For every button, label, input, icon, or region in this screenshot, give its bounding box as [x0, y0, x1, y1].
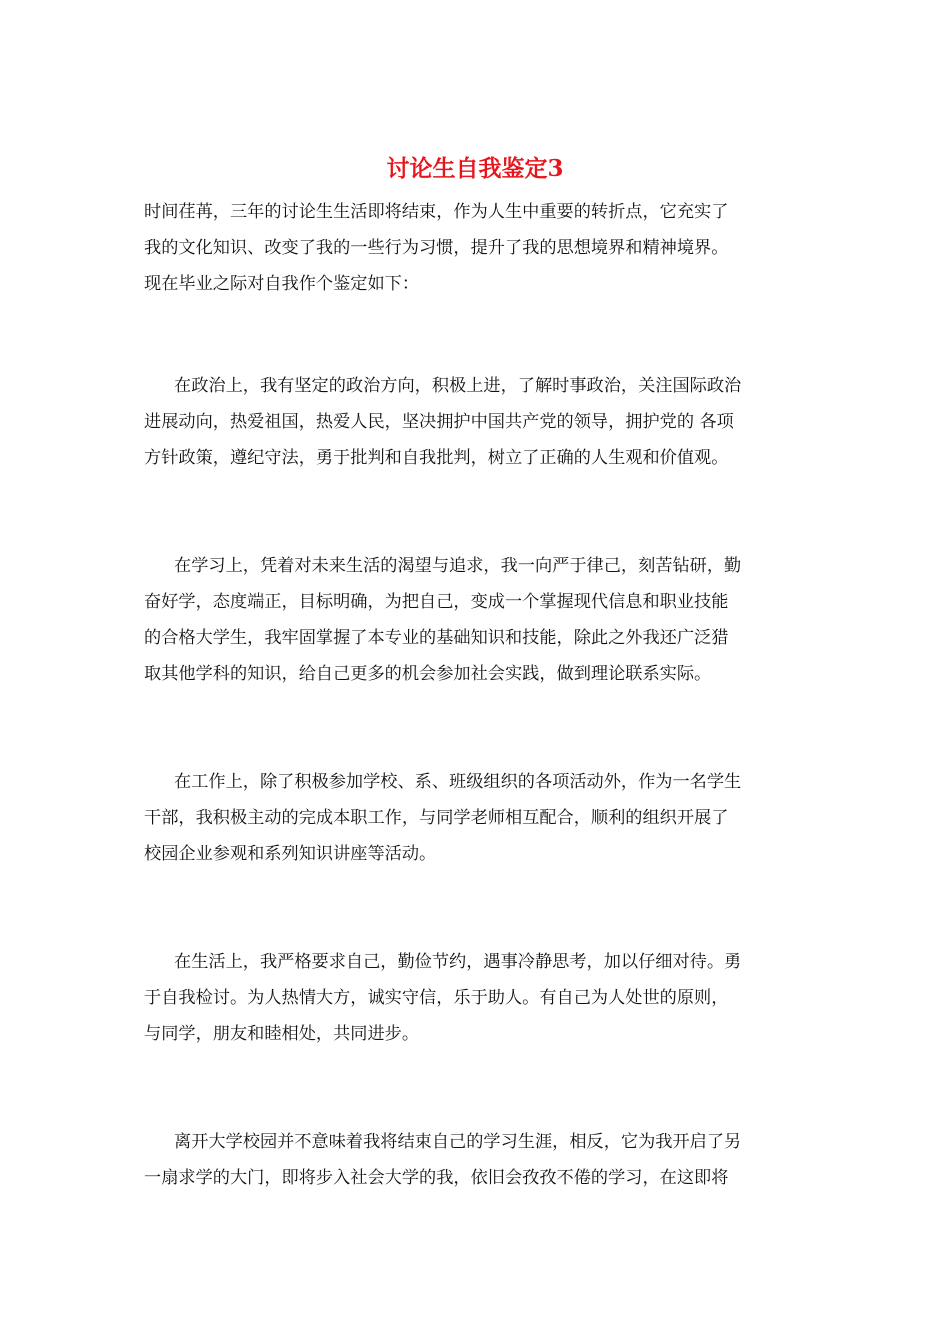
text-line: 校园企业参观和系列知识讲座等活动。: [144, 844, 437, 864]
paragraph-future: [144, 1124, 816, 1196]
text-line: 在学习上，凭着对未来生活的渴望与追求，我一向严于律己，刻苦钻研，勤: [174, 556, 742, 576]
paragraph-intro: [144, 194, 816, 302]
text-line: 的合格大学生，我牢固掌握了本专业的基础知识和技能，除此之外我还广泛猎: [144, 628, 729, 648]
text-line: 于自我检讨。为人热情大方，诚实守信，乐于助人。有自己为人处世的原则，: [144, 988, 729, 1008]
text-line: 取其他学科的知识，给自己更多的机会参加社会实践，做到理论联系实际。: [144, 664, 712, 684]
paragraph-politics: [144, 368, 816, 476]
text-line: 方针政策，遵纪守法，勇于批判和自我批判，树立了正确的人生观和价值观。: [144, 448, 729, 468]
text-line: 现在毕业之际对自我作个鉴定如下：: [144, 274, 420, 294]
text-line: 在生活上，我严格要求自己，勤俭节约，遇事冷静思考，加以仔细对待。勇: [174, 952, 742, 972]
text-line: 在政治上，我有坚定的政治方向，积极上进，了解时事政治，关注国际政治: [174, 376, 742, 396]
text-line: 离开大学校园并不意味着我将结束自己的学习生涯，相反，它为我开启了另: [174, 1132, 742, 1152]
text-line: 进展动向，热爱祖国，热爱人民，坚决拥护中国共产党的领导，拥护党的 各项: [144, 412, 734, 432]
text-line: 在工作上，除了积极参加学校、系、班级组织的各项活动外，作为一名学生: [174, 772, 742, 792]
paragraph-study: [144, 548, 816, 692]
document-title: 讨论生自我鉴定3: [386, 155, 564, 182]
text-line: 一扇求学的大门，即将步入社会大学的我，依旧会孜孜不倦的学习，在这即将: [144, 1168, 729, 1188]
text-line: 时间荏苒，三年的讨论生生活即将结束，作为人生中重要的转折点，它充实了: [144, 202, 729, 222]
paragraph-life: [144, 944, 816, 1052]
text-line: 我的文化知识、改变了我的一些行为习惯，提升了我的思想境界和精神境界。: [144, 238, 729, 258]
text-line: 奋好学，态度端正，目标明确，为把自己，变成一个掌握现代信息和职业技能: [144, 592, 729, 612]
text-line: 与同学，朋友和睦相处，共同进步。: [144, 1024, 420, 1044]
text-line: 干部，我积极主动的完成本职工作，与同学老师相互配合，顺利的组织开展了: [144, 808, 729, 828]
paragraph-work: [144, 764, 816, 872]
